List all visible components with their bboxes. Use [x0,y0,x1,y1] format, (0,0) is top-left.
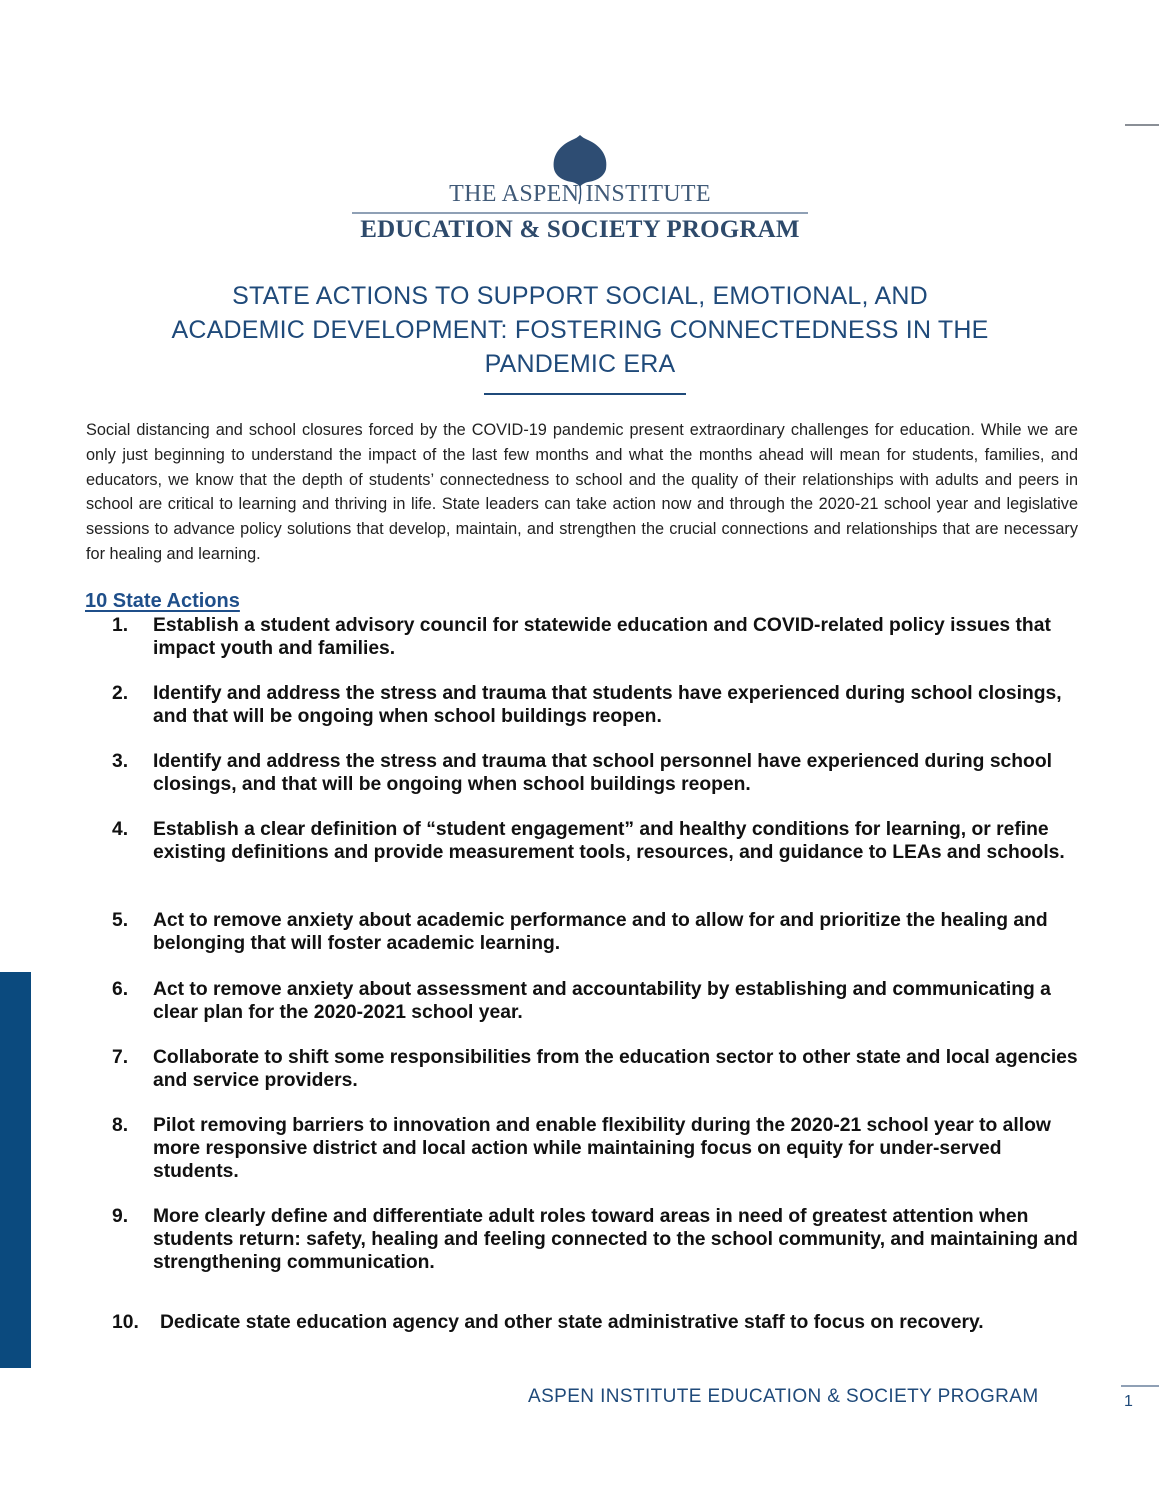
title-line: STATE ACTIONS TO SUPPORT SOCIAL, EMOTIONAL, AND [232,282,928,310]
title-line: PANDEMIC ERA [484,350,676,378]
action-item [112,1205,1080,1274]
action-number: 3. [112,751,129,772]
action-item [112,909,1080,955]
action-item [112,682,1080,728]
action-item [112,1114,1080,1183]
aspen-institute-logo [352,133,808,245]
action-text: Act to remove anxiety about assessment and accountability by establishing and communicating a clear plan for the 2020-2021 school year. [153,979,1051,1023]
action-text: Dedicate state education agency and other state administrative staff to focus on recovery. [160,1312,984,1333]
crop-mark-top-right [1125,124,1159,126]
action-text: Establish a student advisory council for statewide education and COVID-related policy issues that impact youth and families. [153,615,1051,659]
action-text: Identify and address the stress and trauma that school personnel have experienced during school closings, and that will be ongoing when school buildings reopen. [153,751,1052,795]
action-item [112,978,1080,1024]
action-text: More clearly define and differentiate adult roles toward areas in need of greatest attention when students return: safety, healing and feeling connected to the school community, and maintaining and strengthening communication. [153,1206,1078,1273]
logo-program-name: EDUCATION & SOCIETY PROGRAM [360,216,800,243]
action-number: 10. [112,1312,139,1333]
action-text: Pilot removing barriers to innovation and enable flexibility during the 2020-21 school year to allow more responsive district and local action while maintaining focus on equity for under-served students. [153,1115,1051,1182]
action-item [112,750,1080,796]
intro-paragraph: Social distancing and school closures forced by the COVID-19 pandemic present extraordinary challenges for education. While we are only just beginning to understand the impact of the last few months and what the months ahead will mean for students, families, and educators, we know that the depth of students’ connectedness to school and the quality of their relationships with adults and peers in school are critical to learning and thriving in life. State leaders can take action now and through the 2020-21 school year and legislative sessions to advance policy solutions that develop, maintain, and strengthen the crucial connections and relationships that are necessary for healing and learning. [86,421,1078,563]
action-number: 5. [112,910,129,931]
action-text: Collaborate to shift some responsibilities from the education sector to other state and local agencies and service providers. [153,1047,1078,1091]
action-number: 9. [112,1206,129,1227]
action-text: Identify and address the stress and trauma that students have experienced during school closings, and that will be ongoing when school buildings reopen. [153,683,1062,727]
logo-org-name: THE ASPEN INSTITUTE [449,181,711,207]
action-number: 1. [112,615,129,636]
action-number: 8. [112,1115,129,1136]
footer-program-name: ASPEN INSTITUTE EDUCATION & SOCIETY PROGRAM [528,1386,1039,1407]
action-number: 6. [112,979,129,1000]
action-text: Act to remove anxiety about academic performance and to allow for and prioritize the healing and belonging that will foster academic learning. [153,910,1048,954]
document-title [120,279,1040,381]
logo-divider [352,212,808,214]
action-item [112,1309,1080,1337]
page-number: 1 [1124,1393,1133,1410]
footer-divider [1121,1385,1159,1387]
action-item [112,818,1080,864]
action-text: Establish a clear definition of “student engagement” and healthy conditions for learning, or refine existing definitions and provide measurement tools, resources, and guidance to LEAs and schools. [153,819,1065,863]
action-item [112,1046,1080,1092]
action-number: 4. [112,819,129,840]
title-underline [484,393,686,395]
title-line: ACADEMIC DEVELOPMENT: FOSTERING CONNECTEDNESS IN THE [171,316,989,344]
action-item [112,614,1080,660]
side-accent-bar [0,972,31,1368]
action-number: 7. [112,1047,129,1068]
actions-heading[interactable]: 10 State Actions [85,590,240,612]
action-number: 2. [112,683,129,704]
